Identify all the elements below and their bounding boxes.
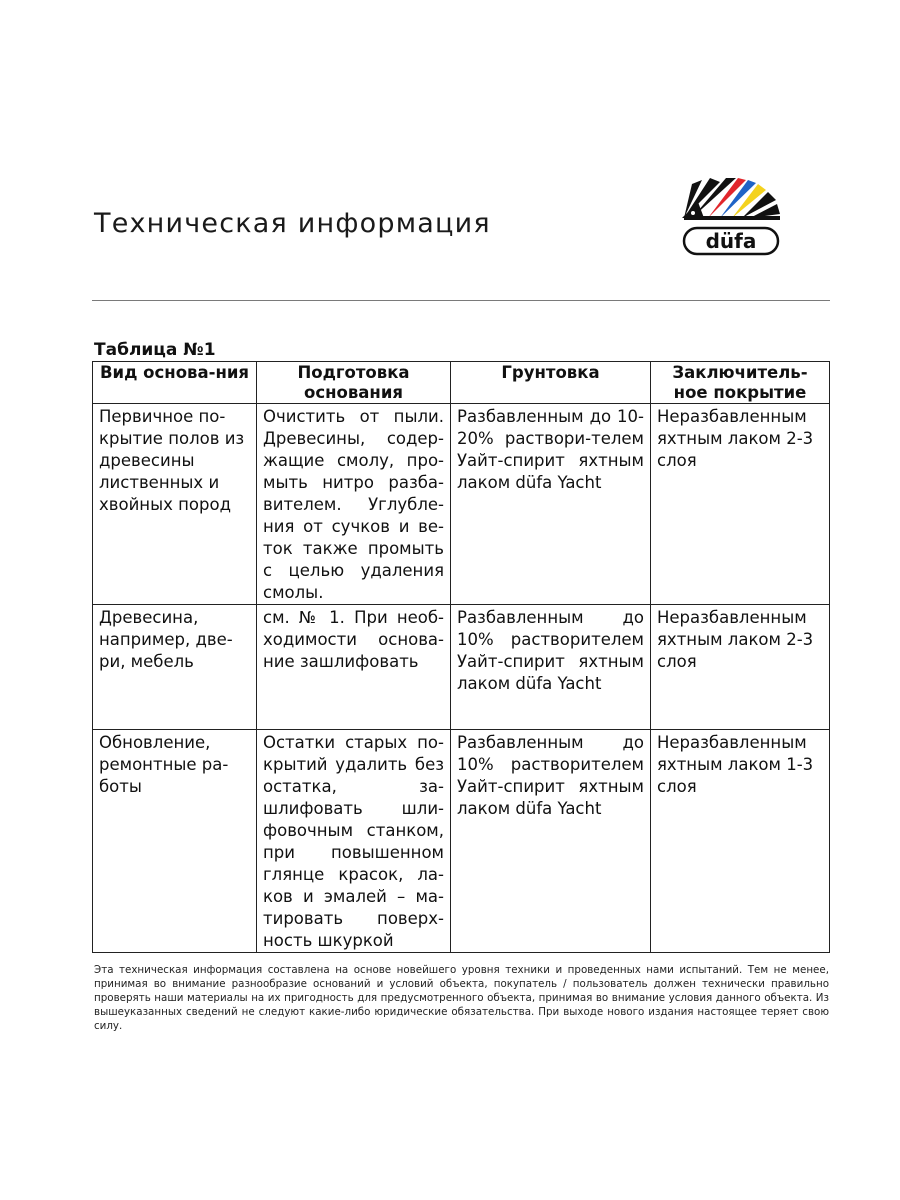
column-header-primer: Грунтовка: [451, 362, 651, 404]
cell-preparation: см. № 1. При необ-ходимости основа-ние зашлифовать: [257, 605, 451, 730]
table-row: [93, 605, 830, 730]
cell-finish: Неразбавленным яхтным лаком 1-3 слоя: [651, 730, 830, 953]
cell-preparation: Остатки старых по-крытий удалить без остатка, за-шлифовать шли-фовочным станком, при повышенном глянце красок, ла-ков и эмалей – ма-тировать поверх-ность шкуркой: [257, 730, 451, 953]
table-caption: Таблица №1: [94, 340, 216, 360]
dufa-logo: [680, 172, 782, 258]
column-header-preparation: Подготовка основания: [257, 362, 451, 404]
disclaimer-text: Эта техническая информация составлена на основе новейшего уровня техники и проведенных нами испытаний. Тем не менее, принимая во внимание разнообразие оснований и условий объекта, покупатель / пользователь должен технически правильно проверять наши материалы на их пригодность для предусмотренного объекта, принимая во внимание условия данного объекта. Из вышеуказанных сведений не следуют какие-либо юридические обязательства. При выходе нового издания настоящее теряет свою силу.: [94, 964, 829, 1032]
table-row: [93, 404, 830, 605]
header-divider: [92, 300, 830, 301]
cell-primer: Разбавленным до 10-20% раствори-телем Уайт-спирит яхтным лаком düfa Yacht: [451, 404, 651, 605]
cell-primer: Разбавленным до 10% растворителем Уайт-спирит яхтным лаком düfa Yacht: [451, 730, 651, 953]
cell-finish: Неразбавленным яхтным лаком 2-3 слоя: [651, 605, 830, 730]
table-row: [93, 730, 830, 953]
column-header-substrate: Вид основа-ния: [93, 362, 257, 404]
page-title: Техническая информация: [94, 208, 491, 239]
cell-substrate: Древесина, например, две-ри, мебель: [93, 605, 257, 730]
logo-fan-icon: [682, 178, 780, 220]
cell-substrate: Обновление, ремонтные ра-боты: [93, 730, 257, 953]
cell-substrate: Первичное по-крытие полов из древесины лиственных и хвойных пород: [93, 404, 257, 605]
cell-finish: Неразбавленным яхтным лаком 2-3 слоя: [651, 404, 830, 605]
cell-preparation: Очистить от пыли. Древесины, содер-жащие смолу, про-мыть нитро разба-вителем. Углубле-ния от сучков и ве-ток также промыть с целью удаления смолы.: [257, 404, 451, 605]
cell-primer: Разбавленным до 10% растворителем Уайт-спирит яхтным лаком düfa Yacht: [451, 605, 651, 730]
logo-wordmark: düfa: [705, 229, 757, 253]
technical-table: [92, 361, 830, 953]
table-header-row: [93, 362, 830, 404]
column-header-finish: Заключитель-ное покрытие: [651, 362, 830, 404]
